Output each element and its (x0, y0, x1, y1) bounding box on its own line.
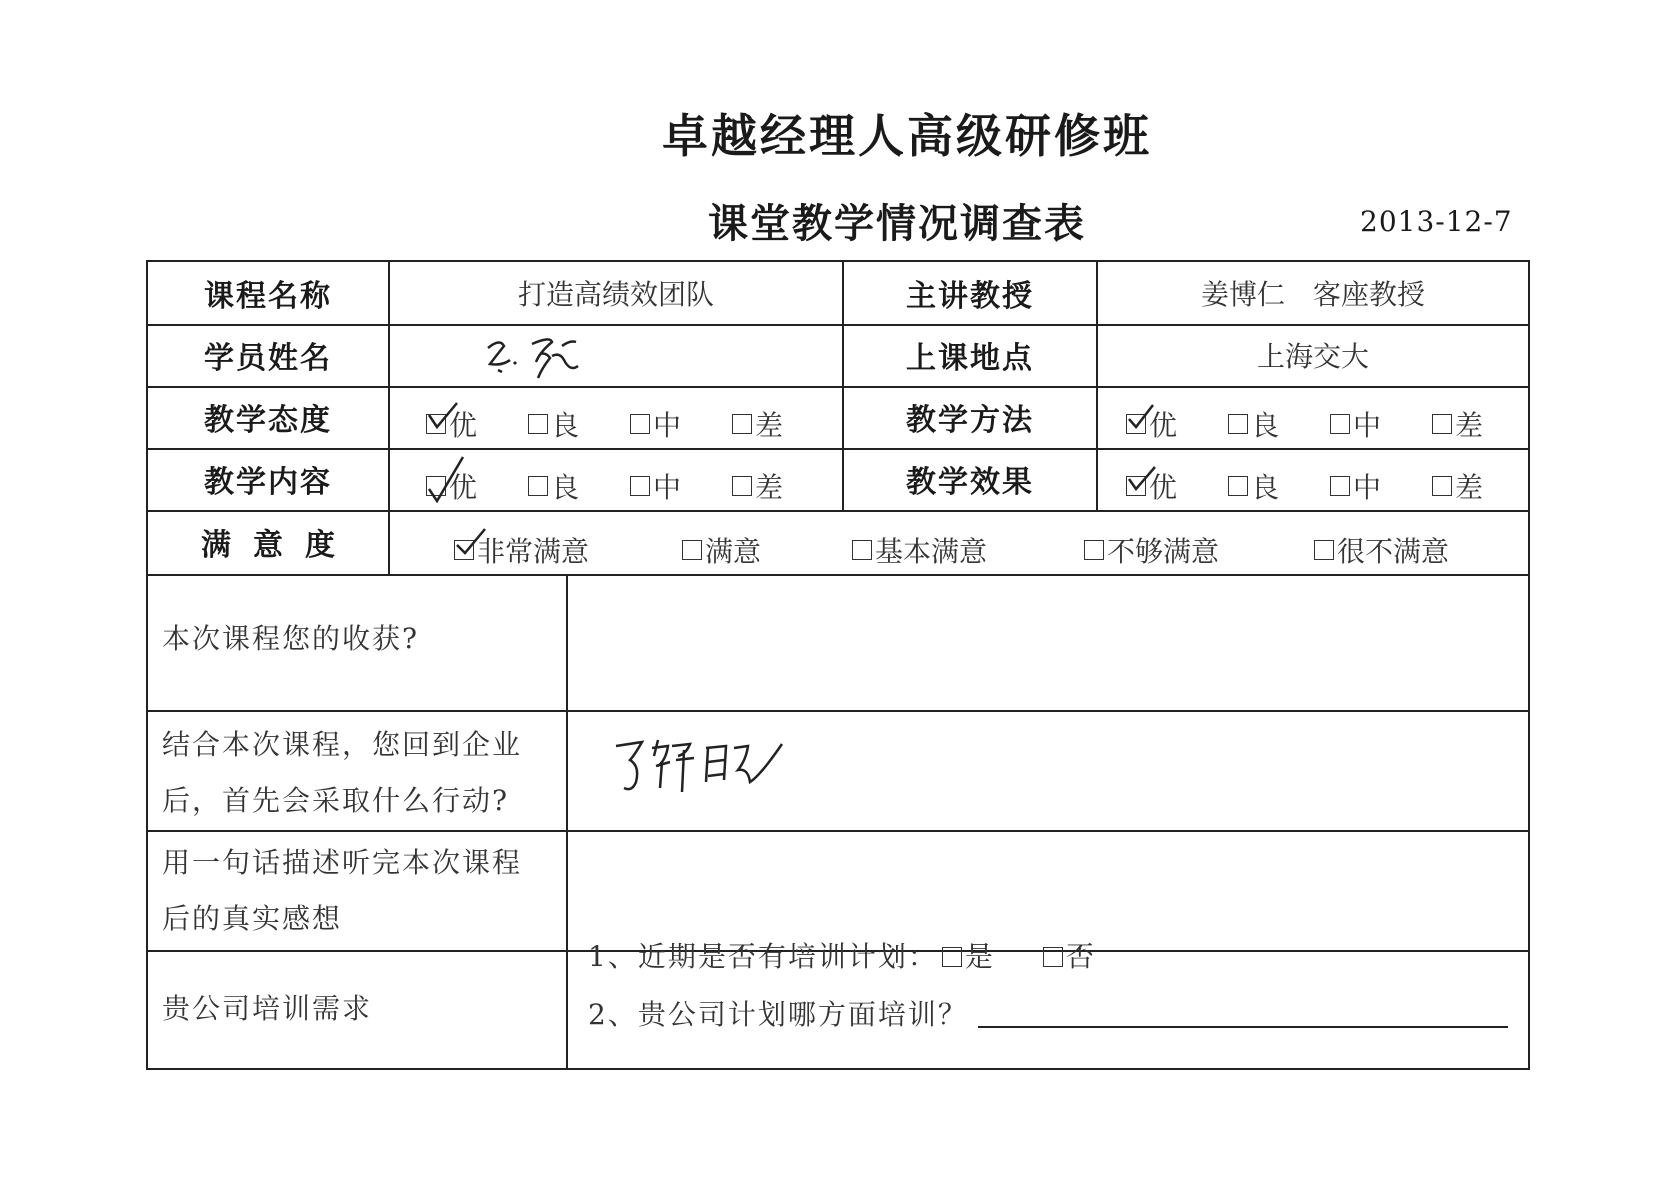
satisfaction-option-insufficient[interactable] (1084, 530, 1219, 570)
handwritten-answer-icon (610, 726, 790, 806)
method-option-poor[interactable] (1432, 404, 1483, 444)
checkmark-icon (1127, 463, 1167, 503)
option-label: 满意 (705, 535, 762, 568)
checkbox[interactable] (1314, 540, 1334, 560)
course-value: 打造高绩效团队 (517, 278, 714, 311)
gain-answer-field[interactable] (570, 576, 1528, 710)
no-label: 否 (1065, 940, 1096, 973)
method-option-excellent[interactable] (1126, 404, 1177, 444)
checkbox[interactable] (1126, 476, 1146, 496)
method-option-average[interactable] (1330, 404, 1381, 444)
checkmark-icon (427, 401, 467, 441)
satisfaction-option-very-satisfied[interactable] (454, 530, 589, 570)
checkbox[interactable] (630, 476, 650, 496)
option-label: 良 (551, 409, 580, 442)
handwritten-signature-icon (480, 326, 600, 384)
checkbox[interactable] (426, 414, 446, 434)
survey-table (146, 260, 1530, 1070)
effect-option-average[interactable] (1330, 466, 1381, 506)
checkmark-icon (1127, 401, 1167, 441)
option-label: 非常满意 (477, 535, 590, 568)
checkbox[interactable] (1126, 414, 1146, 434)
checkbox[interactable] (1228, 414, 1248, 434)
student-name-field[interactable] (390, 324, 842, 386)
no-checkbox[interactable] (1043, 947, 1063, 967)
option-label: 中 (1353, 471, 1382, 504)
checkbox[interactable] (1432, 414, 1452, 434)
content-option-good[interactable] (528, 466, 579, 506)
option-label: 优 (449, 409, 478, 442)
location-value: 上海交大 (1256, 340, 1369, 373)
attitude-option-poor[interactable] (732, 404, 783, 444)
satisfaction-option-basic[interactable] (852, 530, 987, 570)
col-divider (566, 574, 568, 1068)
checkbox[interactable] (852, 540, 872, 560)
training-area-input[interactable] (978, 1002, 1508, 1028)
content-option-poor[interactable] (732, 466, 783, 506)
option-label: 差 (755, 471, 784, 504)
option-label: 中 (653, 409, 682, 442)
content-option-excellent[interactable] (426, 466, 477, 506)
training-plan-text: 1、近期是否有培训计划： (588, 940, 938, 973)
satisfaction-option-very-dissatisfied[interactable] (1314, 530, 1449, 570)
checkmark-icon (455, 527, 495, 567)
option-label: 中 (653, 471, 682, 504)
checkbox[interactable] (732, 414, 752, 434)
action-question-line2: 后，首先会采取什么行动? (162, 784, 510, 817)
satisfaction-label: 满意度 (201, 528, 357, 563)
option-label: 基本满意 (875, 535, 988, 568)
training-needs-label: 贵公司培训需求 (162, 992, 373, 1025)
attitude-option-excellent[interactable] (426, 404, 477, 444)
form-title: 卓越经理人高级研修班 (662, 109, 1152, 163)
option-label: 优 (1149, 409, 1178, 442)
training-plan-question (588, 928, 1096, 986)
effect-option-excellent[interactable] (1126, 466, 1177, 506)
effect-option-poor[interactable] (1432, 466, 1483, 506)
method-label: 教学方法 (906, 403, 1034, 438)
checkbox[interactable] (1330, 476, 1350, 496)
gain-question: 本次课程您的收获? (162, 622, 420, 655)
training-area-text: 2、贵公司计划哪方面培训？ (588, 998, 968, 1031)
option-label: 不够满意 (1107, 535, 1220, 568)
lecturer-label: 主讲教授 (906, 279, 1034, 314)
form-subtitle: 课堂教学情况调查表 (708, 201, 1086, 247)
option-label: 良 (551, 471, 580, 504)
option-label: 差 (1455, 471, 1484, 504)
student-label: 学员姓名 (204, 341, 332, 376)
action-answer-field[interactable] (570, 712, 1528, 830)
checkbox[interactable] (454, 540, 474, 560)
yes-label: 是 (964, 940, 995, 973)
checkbox[interactable] (1228, 476, 1248, 496)
checkbox[interactable] (1330, 414, 1350, 434)
option-label: 中 (1353, 409, 1382, 442)
option-label: 差 (755, 409, 784, 442)
checkbox[interactable] (1432, 476, 1452, 496)
location-label: 上课地点 (906, 341, 1034, 376)
yes-checkbox[interactable] (942, 947, 962, 967)
checkmark-icon (427, 447, 467, 503)
attitude-option-good[interactable] (528, 404, 579, 444)
checkbox[interactable] (630, 414, 650, 434)
feeling-question-line2: 后的真实感想 (162, 902, 343, 935)
checkbox[interactable] (1084, 540, 1104, 560)
checkbox[interactable] (732, 476, 752, 496)
content-label: 教学内容 (204, 465, 332, 500)
training-area-question (588, 986, 1508, 1044)
checkbox[interactable] (426, 476, 446, 496)
lecturer-value: 姜博仁 客座教授 (1200, 278, 1425, 311)
effect-label: 教学效果 (906, 465, 1034, 500)
action-question-line1: 结合本次课程，您回到企业 (162, 728, 523, 761)
checkbox[interactable] (528, 476, 548, 496)
attitude-option-average[interactable] (630, 404, 681, 444)
option-label: 很不满意 (1337, 535, 1450, 568)
form-date: 2013-12-7 (1360, 205, 1513, 238)
attitude-label: 教学态度 (204, 403, 332, 438)
method-option-good[interactable] (1228, 404, 1279, 444)
content-option-average[interactable] (630, 466, 681, 506)
option-label: 优 (1149, 471, 1178, 504)
option-label: 优 (449, 471, 478, 504)
option-label: 良 (1251, 409, 1280, 442)
satisfaction-option-satisfied[interactable] (682, 530, 761, 570)
feeling-question-line1: 用一句话描述听完本次课程 (162, 846, 523, 879)
option-label: 差 (1455, 409, 1484, 442)
checkbox[interactable] (528, 414, 548, 434)
course-label: 课程名称 (204, 279, 332, 314)
option-label: 良 (1251, 471, 1280, 504)
effect-option-good[interactable] (1228, 466, 1279, 506)
checkbox[interactable] (682, 540, 702, 560)
